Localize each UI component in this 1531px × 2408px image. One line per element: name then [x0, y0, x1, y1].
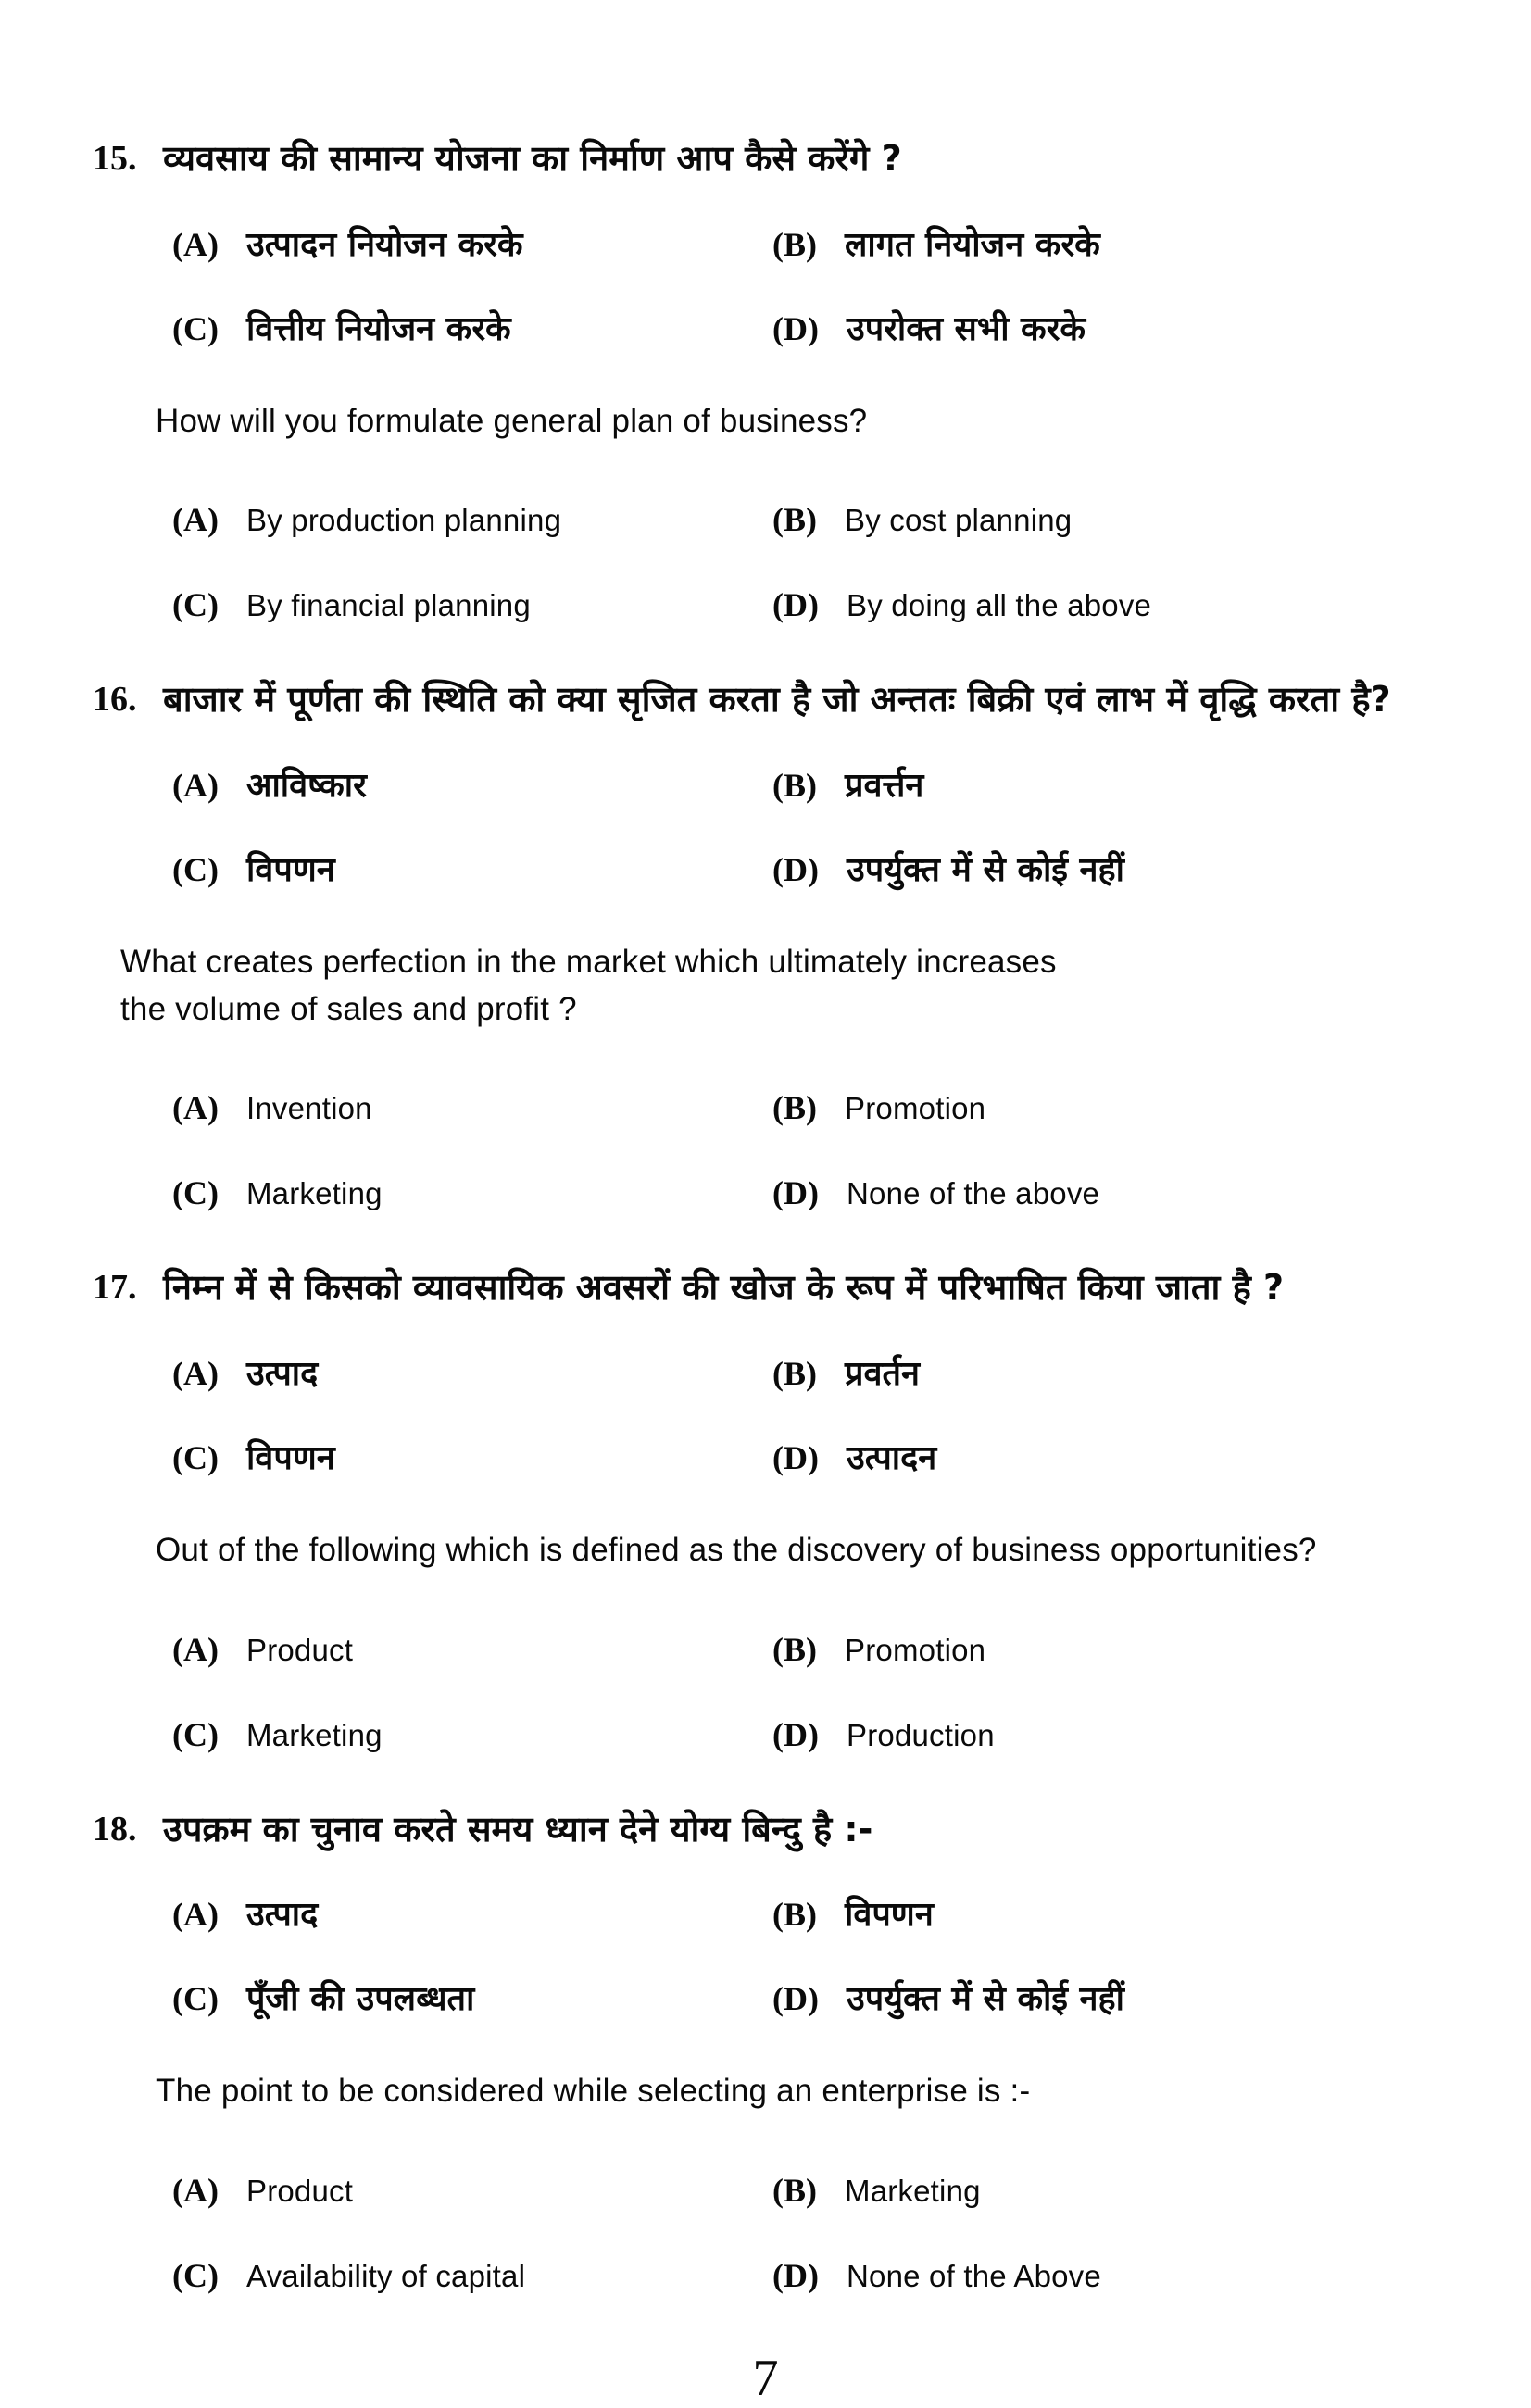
- option-text: उत्पाद: [245, 1896, 319, 1934]
- option-text: विपणन: [245, 850, 335, 889]
- option-a-english: [172, 500, 772, 539]
- english-options: [0, 454, 1531, 624]
- option-text: By production planning: [245, 503, 562, 538]
- option-text: उपर्युक्त में से कोई नहीं: [846, 1980, 1124, 2018]
- question-text-hindi: बाजार में पूर्णता की स्थिति को क्या सृजित करता है जो अन्ततः बिक्री एवं लाभ में वृद्धि करता है?: [163, 679, 1391, 721]
- option-text: Production: [846, 1717, 995, 1752]
- english-options: [0, 1584, 1531, 1754]
- question-number: 16.: [93, 680, 137, 720]
- option-letter: (C): [172, 1438, 219, 1476]
- option-text: उत्पादन: [846, 1438, 937, 1477]
- option-b-hindi: [772, 1890, 1531, 1936]
- question-text-english: The point to be considered while selecting an enterprise is :-: [156, 2073, 1031, 2109]
- option-text: By doing all the above: [846, 588, 1152, 623]
- option-text: आविष्कार: [245, 766, 367, 805]
- question-text-english: Out of the following which is defined as the discovery of business opportunities?: [156, 1531, 1317, 1568]
- question-15-heading: [0, 137, 1531, 182]
- option-letter: (C): [172, 1174, 219, 1212]
- option-letter: (B): [772, 1630, 817, 1668]
- question-text-hindi: व्यवसाय की सामान्य योजना का निर्माण आप कैसे करेंगे ?: [163, 138, 902, 179]
- question-text-english: What creates perfection in the market which ultimately increases the volume of sales and profit ?: [120, 943, 1057, 1027]
- option-c-english: [172, 1715, 772, 1754]
- option-c-english: [172, 585, 772, 624]
- option-letter: (B): [772, 1896, 817, 1933]
- hindi-options: [0, 722, 1531, 891]
- question-18-heading: [0, 1808, 1531, 1852]
- question-16-heading: [0, 678, 1531, 722]
- option-d-english: [772, 1715, 1531, 1754]
- option-letter: (A): [172, 1089, 219, 1127]
- option-letter: (A): [172, 2171, 219, 2209]
- question-18-block: [0, 1808, 1531, 2295]
- option-d-english: [772, 1173, 1531, 1212]
- option-letter: (D): [772, 850, 819, 888]
- option-c-english: [172, 2256, 772, 2295]
- question-15-block: [0, 137, 1531, 624]
- option-letter: (B): [772, 1089, 817, 1127]
- question-number: 18.: [93, 1809, 137, 1849]
- option-text: Promotion: [845, 1091, 986, 1126]
- option-letter: (D): [772, 586, 819, 624]
- english-options: [0, 2125, 1531, 2295]
- option-b-english: [772, 1630, 1531, 1669]
- question-number: 17.: [93, 1268, 137, 1308]
- option-text: Invention: [245, 1091, 372, 1126]
- option-letter: (B): [772, 225, 817, 263]
- option-text: By cost planning: [845, 503, 1073, 538]
- option-letter: (C): [172, 309, 219, 347]
- option-d-english: [772, 2256, 1531, 2295]
- question-number: 15.: [93, 139, 137, 178]
- question-16-block: [0, 678, 1531, 1212]
- option-b-english: [772, 1088, 1531, 1127]
- option-text: By financial planning: [245, 588, 531, 623]
- option-letter: (B): [772, 766, 817, 804]
- option-letter: (D): [772, 309, 819, 347]
- option-text: Promotion: [845, 1632, 986, 1667]
- option-d-hindi: [772, 305, 1531, 350]
- hindi-options: [0, 1851, 1531, 2020]
- option-text: उपर्युक्त में से कोई नहीं: [846, 850, 1124, 889]
- option-text: Marketing: [845, 2173, 981, 2208]
- option-text: लागत नियोजन करके: [845, 225, 1100, 264]
- option-c-hindi: [172, 1975, 772, 2020]
- option-text: पूँजी की उपलब्धता: [245, 1980, 475, 2018]
- option-letter: (A): [172, 1630, 219, 1668]
- page-number: 7: [752, 2349, 779, 2407]
- option-letter: (A): [172, 1896, 219, 1933]
- option-text: प्रवर्त्तन: [845, 766, 924, 805]
- option-b-hindi: [772, 1349, 1531, 1395]
- question-text-english: How will you formulate general plan of business?: [156, 402, 868, 439]
- option-text: प्रवर्तन: [845, 1354, 921, 1393]
- option-text: वित्तीय नियोजन करके: [245, 309, 511, 348]
- option-letter: (D): [772, 1438, 819, 1476]
- option-a-hindi: [172, 1349, 772, 1395]
- option-c-hindi: [172, 846, 772, 891]
- option-text: विपणन: [245, 1438, 335, 1477]
- option-text: Availability of capital: [245, 2258, 526, 2293]
- option-text: उत्पाद: [245, 1354, 319, 1393]
- option-b-hindi: [772, 220, 1531, 266]
- option-d-english: [772, 585, 1531, 624]
- option-text: विपणन: [845, 1896, 934, 1934]
- option-text: Product: [245, 2173, 354, 2208]
- option-text: उपरोक्त सभी करके: [846, 309, 1086, 348]
- option-letter: (B): [772, 2171, 817, 2209]
- option-letter: (C): [172, 586, 219, 624]
- option-a-english: [172, 1088, 772, 1127]
- option-letter: (C): [172, 1715, 219, 1753]
- english-options: [0, 1042, 1531, 1212]
- option-letter: (C): [172, 2256, 219, 2294]
- option-d-hindi: [772, 1975, 1531, 2020]
- option-letter: (B): [772, 501, 817, 539]
- option-letter: (B): [772, 1354, 817, 1392]
- hindi-options: [0, 182, 1531, 350]
- hindi-options: [0, 1311, 1531, 1479]
- option-d-hindi: [772, 846, 1531, 891]
- option-text: उत्पादन नियोजन करके: [245, 225, 523, 264]
- option-letter: (C): [172, 1980, 219, 2017]
- option-d-hindi: [772, 1434, 1531, 1479]
- question-17-block: [0, 1266, 1531, 1753]
- option-letter: (A): [172, 501, 219, 539]
- option-text: Marketing: [245, 1717, 383, 1752]
- option-b-english: [772, 500, 1531, 539]
- option-text: None of the above: [846, 1176, 1100, 1211]
- option-a-hindi: [172, 1890, 772, 1936]
- option-text: Marketing: [245, 1176, 383, 1211]
- option-letter: (D): [772, 1715, 819, 1753]
- option-b-hindi: [772, 761, 1531, 807]
- option-text: Product: [245, 1632, 354, 1667]
- option-a-english: [172, 1630, 772, 1669]
- option-a-english: [172, 2171, 772, 2210]
- option-a-hindi: [172, 220, 772, 266]
- option-b-english: [772, 2171, 1531, 2210]
- option-letter: (D): [772, 1980, 819, 2017]
- option-c-hindi: [172, 1434, 772, 1479]
- option-letter: (D): [772, 2256, 819, 2294]
- option-letter: (C): [172, 850, 219, 888]
- option-letter: (D): [772, 1174, 819, 1212]
- question-17-heading: [0, 1266, 1531, 1311]
- option-letter: (A): [172, 225, 219, 263]
- option-letter: (A): [172, 1354, 219, 1392]
- option-text: None of the Above: [846, 2258, 1101, 2293]
- question-text-hindi: निम्न में से किसको व्यावसायिक अवसरों की खोज के रूप में परिभाषित किया जाता है ?: [163, 1267, 1285, 1309]
- option-c-english: [172, 1173, 772, 1212]
- question-text-hindi: उपक्रम का चुनाव करते समय ध्यान देने योग्य बिन्दु है :-: [163, 1808, 873, 1850]
- option-a-hindi: [172, 761, 772, 807]
- option-letter: (A): [172, 766, 219, 804]
- option-c-hindi: [172, 305, 772, 350]
